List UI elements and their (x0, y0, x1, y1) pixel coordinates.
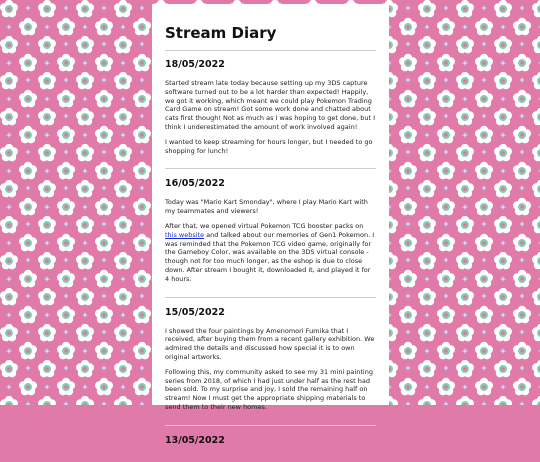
entry-date: 15/05/2022 (165, 306, 225, 318)
entry-paragraph: I wanted to keep streaming for hours longer, but I needed to go shopping for lunch! (165, 137, 373, 155)
diary-entry (165, 59, 376, 169)
entry-paragraph: Today was "Mario Kart Smonday", where I play Mario Kart with my teammates and viewers! (165, 198, 368, 216)
this-website-link[interactable]: this website (165, 230, 205, 239)
entry-date: 13/05/2022 (165, 434, 225, 446)
diary-page[interactable] (152, 4, 389, 446)
entry-text: and talked about our memories of Gen1 Pokemon. I was reminded that the Pokemon TCG video game, originally for the Gameboy Color, was available on the 3DS virtual console - though not for too much longer, as the eshop is due to close down. After stream I bought it, downloaded it, and played it for 4 hours. (165, 230, 375, 283)
entry-date: 18/05/2022 (165, 59, 225, 70)
page-title: Stream Diary (165, 24, 376, 51)
entry-date: 16/05/2022 (165, 178, 225, 190)
entry-text: After that, we opened virtual Pokemon TCG booster packs on (165, 221, 364, 230)
entry-paragraph: Following this, my community asked to see my 31 mini painting series from 2018, of which I had just under half as the rest had been sold. To my surprise and joy, I sold the remaining half on stream! Now I must get the appropriate shipping materials to send them to their new homes. (165, 367, 373, 411)
entry-paragraph: I showed the four paintings by Amenomori Fumika that I received, after buying them from a recent gallery exhibition. We admired the details and discussed how special it is to own original artworks. (165, 326, 375, 361)
diary-entry (165, 435, 376, 462)
entry-paragraph: Started stream late today because setting up my 3DS capture software turned out to be a lot harder than expected! Happily, we got it working, which meant we could play Pokemon Trading Card Game on stream! Got some work done and chatted about cats first though! Not as much as I was hoping to get done, but I think I underestimated the amount of work involved again! (165, 79, 376, 131)
diary-entry (165, 307, 376, 426)
entry-paragraph (165, 222, 376, 284)
diary-entry (165, 178, 376, 297)
